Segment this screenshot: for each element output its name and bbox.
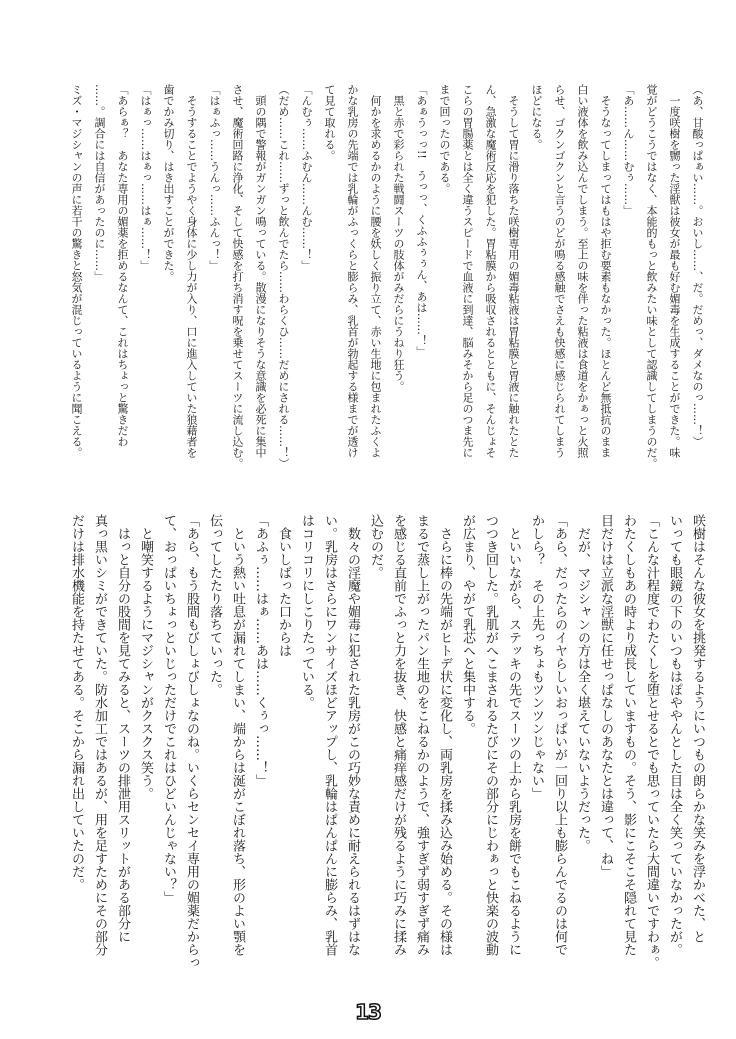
text-line: こらの胃腸薬とは全く違うスピードで血液に到達、脳みそから足のつま先に bbox=[461, 84, 474, 458]
text-block-bottom bbox=[65, 514, 709, 992]
text-line: まで回ったのである。 bbox=[438, 84, 451, 194]
text-line: 「あら、もう股間もびしょびしょなのね。いくらセンセイ専用の媚薬だからっ bbox=[184, 514, 199, 969]
text-line: 一度咲樹を嬲った淫獣は彼女が最も好む媚毒を生成することができた。味 bbox=[668, 84, 681, 458]
text-line: 黒と赤で彩られた戦闘スーツの肢体がみだらにうねり狂う。 bbox=[392, 84, 405, 392]
text-line: といいながら、ステッキの先でスーツの上から乳房を餅でもこねるように bbox=[506, 514, 521, 956]
text-line: 覚がどうこうではなく、本能的もっと飲みたい味として認識してしまうのだ。 bbox=[645, 84, 658, 469]
text-line: 頭の隅で警報がガンガン鳴っている。散漫になりそうな意識を必死に集中 bbox=[254, 84, 267, 458]
text-line: 「あぁうっっ!! うっっ、くふふぅぅん、あは……！」 bbox=[415, 84, 428, 357]
text-line: 白い液体を飲み込んでしまう。至上の味を伴った粘液は食道をかぁっと火照 bbox=[576, 84, 589, 458]
text-line: （あ、甘酸っぱぁい……。おいし……、だ。だめっ、ダメなのっ……！） bbox=[691, 84, 704, 447]
text-line: だが、マジシャンの方は全く堪えていないようだった。 bbox=[575, 514, 590, 852]
text-line: はっと自分の股間を見てみると、スーツの排泄用スリットがある部分に bbox=[115, 514, 130, 943]
text-line: （だめ……これ……ずっと飲んでたら……わらくひ……だめにされる……！） bbox=[277, 84, 290, 469]
text-line: 「はぁふっ……うんっ……ふんっ！」 bbox=[208, 84, 221, 271]
text-line: という熱い吐息が漏れてしまい、端からは涎がこぼれ落ち、形のよい顎を bbox=[230, 514, 245, 956]
text-line: さらに棒の先端がヒトデ状に変化し、両乳房を揉み込み始める。その様は bbox=[437, 514, 452, 956]
text-line: まるで蒸し上がったパン生地のをこねるかのようで、強すぎず弱すぎず痛み bbox=[414, 514, 429, 956]
text-line: 真っ黒いシミができていた。防水加工ではあるが、用を足すためにその部分 bbox=[92, 514, 107, 956]
text-line: 「はぁっ……はぁっ……はぁ……！」 bbox=[139, 84, 152, 271]
text-line: て、おっぱいちょっといじっただけでこれはひどいんじゃない？」 bbox=[161, 514, 176, 904]
text-line: させ、魔術回路に浄化、そして快感を打ち消す呪を乗せてスーツに流し込む。 bbox=[231, 84, 244, 469]
text-line: て見て取れる。 bbox=[323, 84, 336, 161]
text-line: 歯でかみ切り、はき出すことができた。 bbox=[162, 84, 175, 282]
text-line: 目だけは立派な淫獣に任せっぱなしのあなたとは違って、ね」 bbox=[598, 514, 613, 878]
text-line: いっても眼鏡の下のいつもはぽややんとした目は全く笑っていなかったが。 bbox=[667, 514, 682, 956]
text-line: だけは排水機能を持たせてある。そこから漏れ出していたのだ。 bbox=[69, 514, 84, 891]
text-line: かしら？ その上先っちょもツンツンじゃない」 bbox=[529, 514, 544, 800]
text-line: ……。調合には自信があったのに……」 bbox=[93, 84, 106, 282]
text-line: ミズ・マジシャンの声に若干の驚きと怒気が混じっているように聞こえる。 bbox=[70, 84, 83, 458]
text-line: と嘲笑するようにマジシャンがクスクス笑う。 bbox=[138, 514, 153, 800]
text-line: 「こんな汁程度でわたくしを堕とせるとでも思っていたら大間違いですわぁ。 bbox=[644, 514, 659, 969]
text-line: わたくしもあの時より成長していますもの。そう、影にこそこそ隠れて見た bbox=[621, 514, 636, 956]
text-line: 「あら、だったらのイヤらしいおっぱいが一回り以上も膨らんでるのは何で bbox=[552, 514, 567, 956]
text-block-top bbox=[65, 84, 709, 496]
text-line: 何かを求めるかのように腰を妖しく振り立て、赤い生地に包まれたふくよ bbox=[369, 84, 382, 458]
text-line: 咲樹はそんな彼女を挑発するようにいつもの朗らかな笑みを浮かべた、と bbox=[690, 514, 705, 943]
text-line: 込むのだ。 bbox=[368, 514, 383, 579]
text-line: 数々の淫魔や媚毒に犯された乳房がこの巧妙な責めに耐えられるはずはな bbox=[345, 514, 360, 956]
text-line: そうなってしまってはもはや拒む要素もなかった。ほとんど無抵抗のまま bbox=[599, 84, 612, 458]
text-line: 「んむぅ……ふむん……んむ……！」 bbox=[300, 84, 313, 271]
text-line: を感じる直前でふっと力を抜き、快感と痛痒感だけが残るように巧みに揉み bbox=[391, 514, 406, 956]
text-line: 「あ……ん……むぅ……」 bbox=[622, 84, 635, 216]
text-line: が広まり、やがて乳芯へと集中する。 bbox=[460, 514, 475, 735]
page-number: 13 bbox=[355, 1000, 381, 1024]
text-line: 伝ってしたたり落ちていった。 bbox=[207, 514, 222, 696]
text-line: ほどになる。 bbox=[530, 84, 543, 150]
text-line: はコリコリにしこりたっている。 bbox=[299, 514, 314, 709]
text-line: つつき回した。乳肌がへこまされるたびにその部分にじわぁっと快楽の波動 bbox=[483, 514, 498, 956]
text-line: 「あふぅ……はぁ……あは……くぅっ……！」 bbox=[253, 514, 268, 787]
text-line: い。乳房はさらにワンサイズほどアップし、乳輪はぱんぱんに膨らみ、乳首 bbox=[322, 514, 337, 956]
text-line: 食いしばった口からは bbox=[276, 514, 291, 657]
text-line: 「あらぁ？ あなた専用の媚薬を拒めるなんて、これはちょっと驚きだわ bbox=[116, 84, 129, 447]
text-line: らせ、ゴクンゴクンと言うのどが鳴る感触でさえも快感に感じられてしまう bbox=[553, 84, 566, 458]
text-line: そうして胃に滑り落ちた咲樹専用の媚毒粘液は胃粘膜と胃液に触れたとた bbox=[507, 84, 520, 458]
text-line: かな乳房の先端では乳輪がふっくらと膨らみ、乳首が勃起する様までが透け bbox=[346, 84, 359, 458]
text-line: そうすることでようやく身体に少し力が入り、口に進入していた狼藉者を bbox=[185, 84, 198, 458]
text-line: ん、急激な魔術反応を犯した。胃粘膜から吸収されるとともに、そんじょそ bbox=[484, 84, 497, 458]
